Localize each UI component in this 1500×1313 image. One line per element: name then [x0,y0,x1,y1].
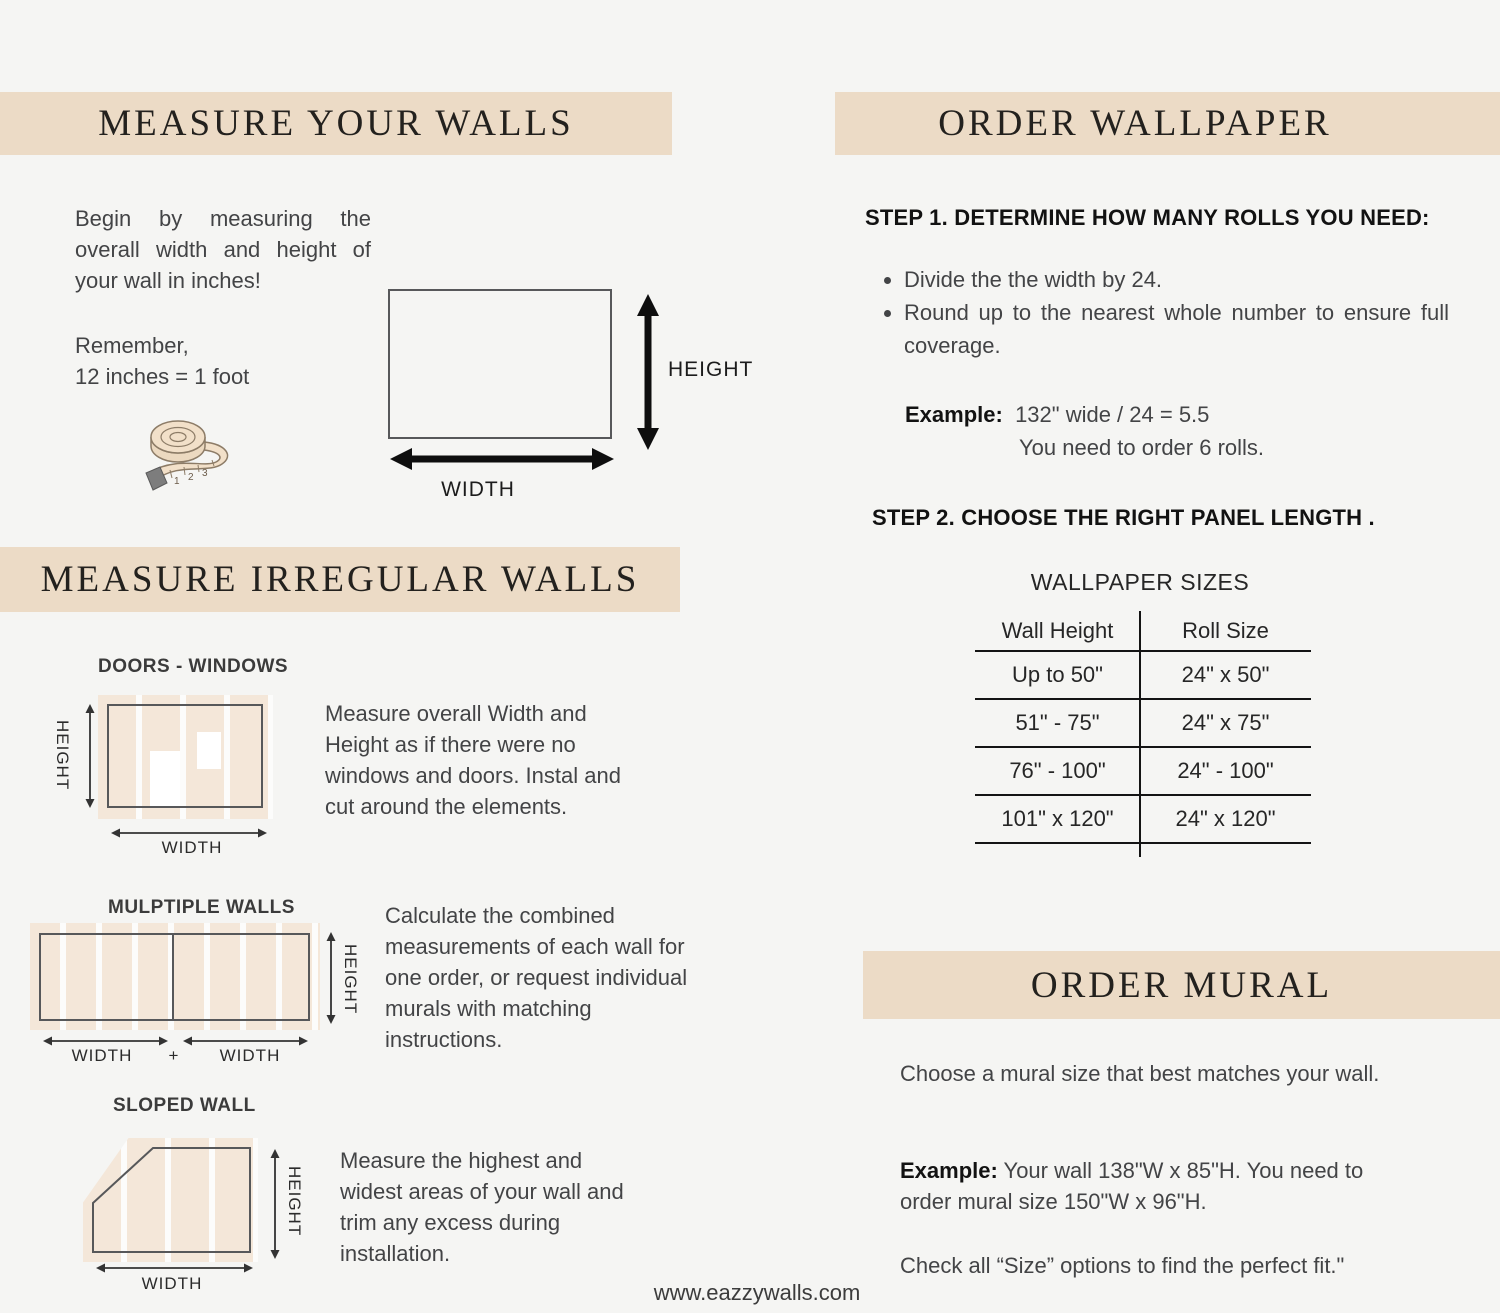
doors-wall-outline [107,704,263,808]
table-row [975,650,1311,698]
list-item: • Round up to the nearest whole number to ensure full coverage. [904,296,1449,362]
cell-roll-size: 24" x 75" [1181,710,1270,735]
width-label-left: WIDTH [71,1046,133,1065]
table-row [975,746,1311,794]
width-label: WIDTH [441,478,515,501]
tape-number: 2 [188,472,194,483]
sloped-wall-label: SLOPED WALL [113,1095,256,1116]
width-label: WIDTH [161,838,223,857]
width-arrow [388,444,616,474]
example-calculation: 132" wide / 24 = 5.5 [1015,402,1210,427]
section-title: MEASURE IRREGULAR WALLS [40,559,640,600]
step2-heading: STEP 2. CHOOSE THE RIGHT PANEL LENGTH . [872,505,1375,530]
width-label-right: WIDTH [219,1046,281,1065]
tape-number: 1 [174,476,180,487]
step1-heading: STEP 1. DETERMINE HOW MANY ROLLS YOU NEED: [865,205,1430,230]
column-header: Roll Size [1182,618,1269,643]
height-label: HEIGHT [668,358,754,381]
table-bottom-line [975,842,1311,844]
mural-size-note: Check all “Size” options to find the perfect fit." [900,1253,1345,1278]
table-row [975,698,1311,746]
sloped-wall-text: Measure the highest and widest areas of your wall and trim any excess during installation. [340,1148,624,1266]
tape-measure-icon [138,410,248,505]
column-header: Wall Height [1001,618,1114,643]
cell-roll-size: 24" - 100" [1177,758,1274,783]
example-label: Example: [905,402,1003,427]
table-row [975,794,1311,842]
list-item: • Divide the the width by 24. [904,263,1449,296]
wallpaper-sizes-table [975,616,1311,844]
doors-windows-label: DOORS - WINDOWS [98,656,289,677]
remember-note [75,330,375,392]
example-text: Your wall 138"W x 85"H. You need to order mural size 150"W x 96"H. [900,1158,1364,1214]
table-column-divider [1139,611,1141,857]
tape-number: 3 [202,468,208,479]
mural-intro-text: Choose a mural size that best matches your wall. [900,1061,1380,1086]
plus-sign: + [168,1046,180,1065]
section-title: ORDER MURAL [1030,964,1333,1006]
height-arrow [633,292,663,452]
section-title: ORDER WALLPAPER [938,103,1332,144]
mural-example [900,1155,1415,1217]
order-wallpaper-banner [835,92,1500,155]
height-arrow [268,1148,282,1260]
height-label: HEIGHT [285,1166,304,1237]
doors-windows-text: Measure overall Width and Height as if there were no windows and doors. Instal and cut around the elements. [325,701,621,819]
cell-wall-height: Up to 50" [1012,662,1103,687]
height-arrow [83,703,97,809]
multiple-walls-outline [39,933,310,1021]
measure-intro-text: Begin by measuring the overall width and height of your wall in inches! [75,206,371,293]
example-label: Example: [900,1158,998,1183]
example-line2: You need to order 6 rolls. [1019,435,1265,460]
height-label: HEIGHT [53,720,72,791]
width-label: WIDTH [141,1274,203,1293]
window-shape [197,732,221,769]
door-shape [150,751,180,806]
width-arrow [95,1261,254,1275]
rolls-example [905,398,1264,464]
rolls-instructions-list [880,263,1449,362]
wall-diagram [388,289,612,439]
wall-divider-line [172,934,174,1020]
height-label: HEIGHT [341,944,360,1015]
section-title: MEASURE YOUR WALLS [98,103,574,144]
example-line1 [905,398,1264,431]
remember-line2: 12 inches = 1 foot [75,364,250,389]
cell-wall-height: 101" x 120" [1001,806,1114,831]
website-url: www.eazzywalls.com [653,1280,861,1305]
measure-your-walls-banner [0,92,672,155]
cell-wall-height: 51" - 75" [1015,710,1100,735]
height-arrow [324,931,338,1025]
order-mural-banner [863,951,1500,1019]
cell-roll-size: 24" x 50" [1181,662,1270,687]
measure-irregular-walls-banner [0,547,680,612]
cell-roll-size: 24" x 120" [1175,806,1276,831]
multiple-walls-text: Calculate the combined measurements of each wall for one order, or request individual murals with matching instructions. [385,903,688,1052]
wallpaper-sizes-title: WALLPAPER SIZES [1030,569,1250,595]
table-header-row [975,616,1311,650]
multiple-walls-label: MULPTIPLE WALLS [108,897,295,918]
sloped-wall-outline [88,1143,256,1257]
remember-line1: Remember, [75,333,189,358]
cell-wall-height: 76" - 100" [1009,758,1106,783]
